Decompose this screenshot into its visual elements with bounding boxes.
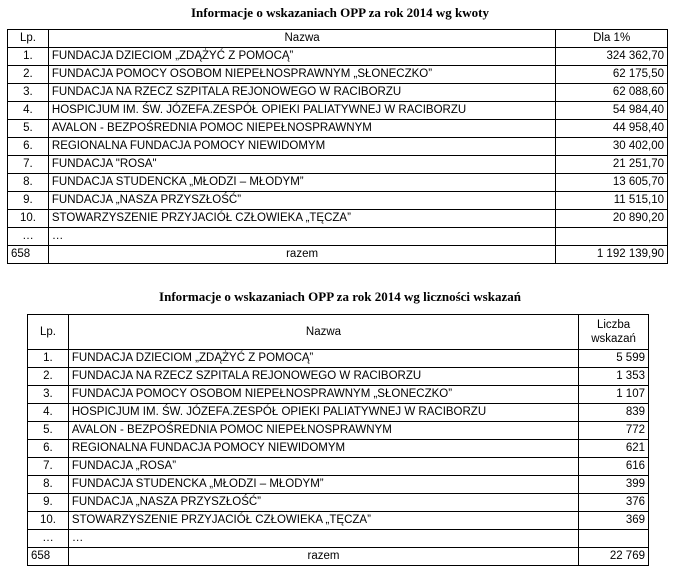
ellipsis-lp: …: [28, 530, 69, 548]
row-lp: 8.: [28, 476, 69, 494]
table-row: [8, 48, 668, 66]
row-name: FUNDACJA „NASZA PRZYSZŁOŚĆ”: [68, 494, 578, 512]
header-lp: Lp.: [8, 30, 49, 48]
row-name: FUNDACJA „NASZA PRZYSZŁOŚĆ”: [48, 192, 555, 210]
row-value: 839: [579, 404, 649, 422]
total-lp: 658: [8, 246, 49, 264]
table-row: [28, 494, 649, 512]
row-lp: 8.: [8, 174, 49, 192]
table-row: [8, 210, 668, 228]
header-count-line2: wskazań: [591, 333, 636, 345]
header-amount: Dla 1%: [556, 30, 668, 48]
ellipsis-row: [8, 228, 668, 246]
row-value: 20 890,20: [556, 210, 668, 228]
table-row: [28, 368, 649, 386]
table-row: [28, 404, 649, 422]
table2-title: Informacje o wskazaniach OPP za rok 2014 wg liczności wskazań: [159, 289, 521, 304]
ellipsis-name: …: [68, 530, 578, 548]
row-name: STOWARZYSZENIE PRZYJACIÓŁ CZŁOWIEKA „TĘCZA”: [48, 210, 555, 228]
table-row: [8, 138, 668, 156]
header-name: Nazwa: [68, 315, 578, 350]
row-name: FUNDACJA STUDENCKA „MŁODZI – MŁODYM”: [48, 174, 555, 192]
row-lp: 4.: [8, 102, 49, 120]
row-name: FUNDACJA NA RZECZ SZPITALA REJONOWEGO W RACIBORZU: [68, 368, 578, 386]
total-label: razem: [48, 246, 555, 264]
ellipsis-lp: …: [8, 228, 49, 246]
row-name: REGIONALNA FUNDACJA POMOCY NIEWIDOMYM: [68, 440, 578, 458]
table-row: [8, 192, 668, 210]
table1-title: Informacje o wskazaniach OPP za rok 2014 wg kwoty: [190, 5, 490, 20]
row-lp: 10.: [28, 512, 69, 530]
row-lp: 1.: [8, 48, 49, 66]
table-header-row: [8, 30, 668, 48]
header-count: [579, 315, 649, 350]
table-row: [8, 156, 668, 174]
row-value: 21 251,70: [556, 156, 668, 174]
row-name: FUNDACJA POMOCY OSOBOM NIEPEŁNOSPRAWNYM „SŁONECZKO”: [48, 66, 555, 84]
row-name: FUNDACJA "ROSA": [48, 156, 555, 174]
row-value: 44 958,40: [556, 120, 668, 138]
table-header-row: [28, 315, 649, 350]
row-lp: 3.: [28, 386, 69, 404]
row-lp: 3.: [8, 84, 49, 102]
row-lp: 7.: [8, 156, 49, 174]
row-value: 62 088,60: [556, 84, 668, 102]
row-name: FUNDACJA STUDENCKA „MŁODZI – MŁODYM”: [68, 476, 578, 494]
row-name: HOSPICJUM IM. ŚW. JÓZEFA.ZESPÓŁ OPIEKI PALIATYWNEJ W RACIBORZU: [48, 102, 555, 120]
ellipsis-name: …: [48, 228, 555, 246]
total-value: 1 192 139,90: [556, 246, 668, 264]
total-label: razem: [68, 548, 578, 566]
table-row: [8, 102, 668, 120]
row-value: 324 362,70: [556, 48, 668, 66]
row-value: 54 984,40: [556, 102, 668, 120]
table-row: [28, 458, 649, 476]
row-name: FUNDACJA NA RZECZ SZPITALA REJONOWEGO W RACIBORZU: [48, 84, 555, 102]
header-name: Nazwa: [48, 30, 555, 48]
row-name: FUNDACJA POMOCY OSOBOM NIEPEŁNOSPRAWNYM „SŁONECZKO”: [68, 386, 578, 404]
row-value: 1 353: [579, 368, 649, 386]
ellipsis-value: [579, 530, 649, 548]
table-row: [28, 476, 649, 494]
row-lp: 7.: [28, 458, 69, 476]
row-lp: 5.: [8, 120, 49, 138]
row-lp: 1.: [28, 350, 69, 368]
total-lp: 658: [28, 548, 69, 566]
total-row: [8, 246, 668, 264]
row-lp: 10.: [8, 210, 49, 228]
row-value: 376: [579, 494, 649, 512]
row-lp: 2.: [28, 368, 69, 386]
table-row: [8, 174, 668, 192]
row-name: FUNDACJA DZIECIOM „ZDĄŻYĆ Z POMOCĄ”: [48, 48, 555, 66]
row-name: HOSPICJUM IM. ŚW. JÓZEFA.ZESPÓŁ OPIEKI PALIATYWNEJ W RACIBORZU: [68, 404, 578, 422]
ellipsis-row: [28, 530, 649, 548]
total-value: 22 769: [579, 548, 649, 566]
table-by-amount: [7, 29, 668, 264]
table-row: [28, 422, 649, 440]
header-count-line1: Liczba: [596, 319, 631, 331]
ellipsis-value: [556, 228, 668, 246]
row-lp: 4.: [28, 404, 69, 422]
table-row: [28, 440, 649, 458]
total-row: [28, 548, 649, 566]
row-lp: 2.: [8, 66, 49, 84]
row-lp: 9.: [8, 192, 49, 210]
row-value: 772: [579, 422, 649, 440]
table-row: [8, 120, 668, 138]
table-row: [28, 512, 649, 530]
table-row: [28, 386, 649, 404]
row-value: 1 107: [579, 386, 649, 404]
row-value: 621: [579, 440, 649, 458]
table-by-count: [27, 314, 649, 566]
row-lp: 9.: [28, 494, 69, 512]
header-lp: Lp.: [28, 315, 69, 350]
table-row: [8, 84, 668, 102]
row-value: 369: [579, 512, 649, 530]
row-name: REGIONALNA FUNDACJA POMOCY NIEWIDOMYM: [48, 138, 555, 156]
row-name: AVALON - BEZPOŚREDNIA POMOC NIEPEŁNOSPRAWNYM: [68, 422, 578, 440]
row-value: 30 402,00: [556, 138, 668, 156]
table-row: [8, 66, 668, 84]
row-value: 616: [579, 458, 649, 476]
row-name: STOWARZYSZENIE PRZYJACIÓŁ CZŁOWIEKA „TĘCZA”: [68, 512, 578, 530]
row-value: 11 515,10: [556, 192, 668, 210]
row-lp: 5.: [28, 422, 69, 440]
row-name: AVALON - BEZPOŚREDNIA POMOC NIEPEŁNOSPRAWNYM: [48, 120, 555, 138]
row-value: 5 599: [579, 350, 649, 368]
row-value: 13 605,70: [556, 174, 668, 192]
row-name: FUNDACJA DZIECIOM „ZDĄŻYĆ Z POMOCĄ”: [68, 350, 578, 368]
row-value: 62 175,50: [556, 66, 668, 84]
row-lp: 6.: [8, 138, 49, 156]
row-value: 399: [579, 476, 649, 494]
row-name: FUNDACJA „ROSA”: [68, 458, 578, 476]
row-lp: 6.: [28, 440, 69, 458]
table-row: [28, 350, 649, 368]
